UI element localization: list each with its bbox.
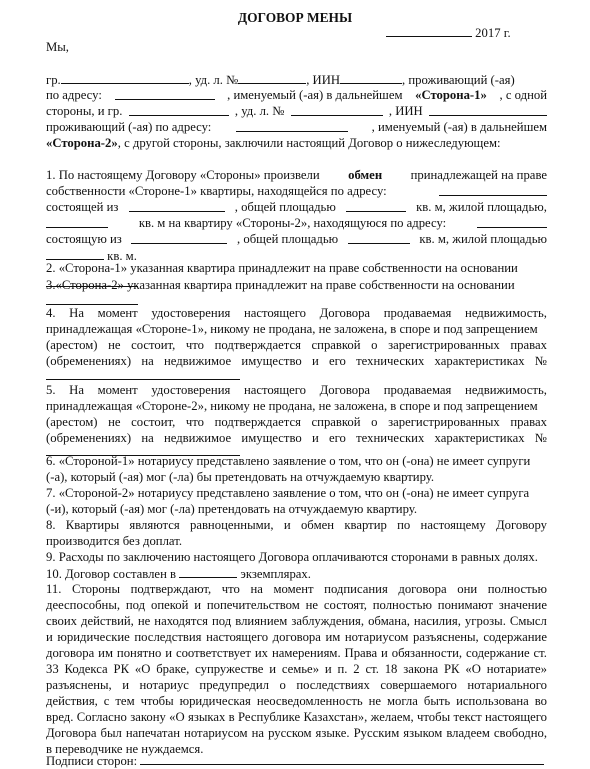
clause11-line4: и юридические последствия настоящего договора им нотариусом разъяснены, содержание [46, 630, 547, 644]
party2-name-blank[interactable] [129, 103, 229, 116]
clause5-line1: 5. На момент удостоверения настоящего Договора продаваемая недвижимость, [46, 383, 547, 397]
signatures-blank[interactable] [140, 752, 544, 765]
signatures-row [46, 752, 547, 769]
clause1-line3: состоящей из , общей площадью кв. м, жилой площадью, [46, 200, 547, 214]
flat2-area-blank[interactable] [348, 231, 410, 244]
party1-line2: по адресу: , именуемый (-ая) в дальнейшем «Сторона-1» , с одной [46, 88, 547, 102]
clause10-line1: 10. Договор составлен в экземплярах. [46, 567, 311, 581]
clause9-line1: 9. Расходы по заключению настоящего Договора оплачиваются сторонами в равных долях. [46, 550, 538, 564]
clause11-line2: дееспособны, под опекой и попечительством не состоят, полностью понимают значение [46, 598, 547, 612]
party2-line1: стороны, и гр. , уд. л. № , ИИН [46, 103, 547, 119]
party2-iin-blank[interactable] [429, 103, 547, 116]
party1-line1: гр. , уд. л. № , ИИН , проживающий (-ая) [46, 73, 515, 87]
flat2-address-blank[interactable] [477, 215, 547, 228]
party1-id-blank[interactable] [238, 71, 306, 84]
flat1-area-blank[interactable] [346, 199, 406, 212]
clause4-line2: принадлежащая «Стороне-1», никому не продана, не заложена, в споре и под запрещением [46, 322, 538, 336]
flat2-rooms-blank[interactable] [131, 231, 227, 244]
clause7-line1: 7. «Стороной-2» нотариусу представлено заявление о том, что он (-она) не имеет супруга [46, 486, 530, 500]
clause5-line4: (обременениях) на недвижимое имущество и его технических характеристиках № [46, 431, 547, 445]
clause3-line1: 3.«Сторона-2» указанная квартира принадлежит на праве собственности на основании [46, 278, 515, 292]
clause1-line4: кв. м на квартиру «Стороны-2», находящуюся по адресу: [46, 215, 547, 231]
party1-iin-blank[interactable] [340, 71, 402, 84]
party2-id-blank[interactable] [291, 103, 383, 116]
date-suffix: 2017 г. [475, 26, 511, 40]
party2-line3: «Сторона-2», с другой стороны, заключили настоящий Договор о нижеследующем: [46, 136, 501, 150]
document-title: ДОГОВОР МЕНЫ [237, 10, 353, 25]
clause1-line1: 1. По настоящему Договору «Стороны» произвели обмен принадлежащей на праве [46, 168, 547, 182]
party1-address-blank[interactable] [115, 87, 215, 100]
date-blank[interactable] [386, 24, 472, 37]
clause1-line2: собственности «Стороне-1» квартиры, находящейся по адресу: [46, 183, 547, 199]
clause4-line4: (обременениях) на недвижимое имущество и его технических характеристиках № [46, 354, 547, 368]
clause6-line2: (-а), который (-ая) мог (-ла) бы претендовать на отчуждаемую квартиру. [46, 470, 435, 484]
clause11-line6: 33 Кодекса РК «О браке, супружестве и семье» и п. 2 ст. 18 закона РК «О нотариате» [46, 662, 547, 676]
flat1-living-blank[interactable] [46, 215, 108, 228]
clause1-line6: кв. м. [46, 247, 547, 264]
flat1-rooms-blank[interactable] [129, 199, 225, 212]
clause11-line7: разъяснены, и нотариус предупредил о последствиях совершаемого нотариального [46, 678, 547, 692]
clause6-line1: 6. «Стороной-1» нотариусу представлено заявление о том, что он (-она) не имеет супруги [46, 454, 531, 468]
copies-count-blank[interactable] [179, 565, 237, 578]
clause8-line2: производится без доплат. [46, 534, 182, 548]
clause11-line9: вред. Согласно закону «О языках в Республике Казахстан», желаем, чтобы текст настоящего [46, 710, 547, 724]
clause1-line5: состоящую из , общей площадью кв. м, жилой площадью [46, 232, 547, 246]
party1-name-blank[interactable] [61, 71, 189, 84]
clause4-cert-blank[interactable] [46, 367, 240, 380]
flat1-address-blank[interactable] [439, 183, 547, 196]
clause2-line1: 2. «Сторона-1» указанная квартира принадлежит на праве собственности на основании [46, 261, 518, 275]
clause5-line2: принадлежащая «Стороне-2», никому не продана, не заложена, в споре и под запрещением [46, 399, 538, 413]
clause8-line1: 8. Квартиры являются равноценными, и обмен квартир по настоящему Договору [46, 518, 547, 532]
clause7-line2: (-и), который (-ая) мог (-ла) претендовать на отчуждаемую квартиру. [46, 502, 418, 516]
clause11-line1: 11. Стороны подтверждают, что на момент подписания договора они полностью [46, 582, 547, 596]
clause11-line10: Договора был напечатан нотариусом на русском языке. Русским языком владеем свободно, [46, 726, 547, 740]
clause3-basis-blank[interactable] [46, 292, 138, 305]
signatures-label: Подписи сторон: [46, 754, 138, 768]
party2-line2: проживающий (-ая) по адресу: , именуемый (-ая) в дальнейшем [46, 120, 547, 134]
flat2-living-blank[interactable] [46, 247, 104, 260]
clause4-line1: 4. На момент удостоверения настоящего Договора продаваемая недвижимость, [46, 306, 547, 320]
clause11-line5: договора им понятно и соответствует их намерениям. Права и обязанности, содержание ст. [46, 646, 547, 660]
clause11-line3: своих действий, не находятся под влиянием заблуждения, обмана, насилия, угрозы. Смысл [46, 614, 547, 628]
clause4-line3: (арестом) не состоит, что подтверждается справкой о зарегистрированных правах [46, 338, 547, 352]
party2-address-blank[interactable] [236, 119, 348, 132]
clause11-line11: в переводчике не нуждаемся. [46, 742, 204, 756]
intro-we: Мы, [46, 40, 69, 54]
clause5-line3: (арестом) не состоит, что подтверждается справкой о зарегистрированных правах [46, 415, 547, 429]
clause11-line8: действия, с тем чтобы юридическая неосведомленность не могла быть использована во [46, 694, 547, 708]
